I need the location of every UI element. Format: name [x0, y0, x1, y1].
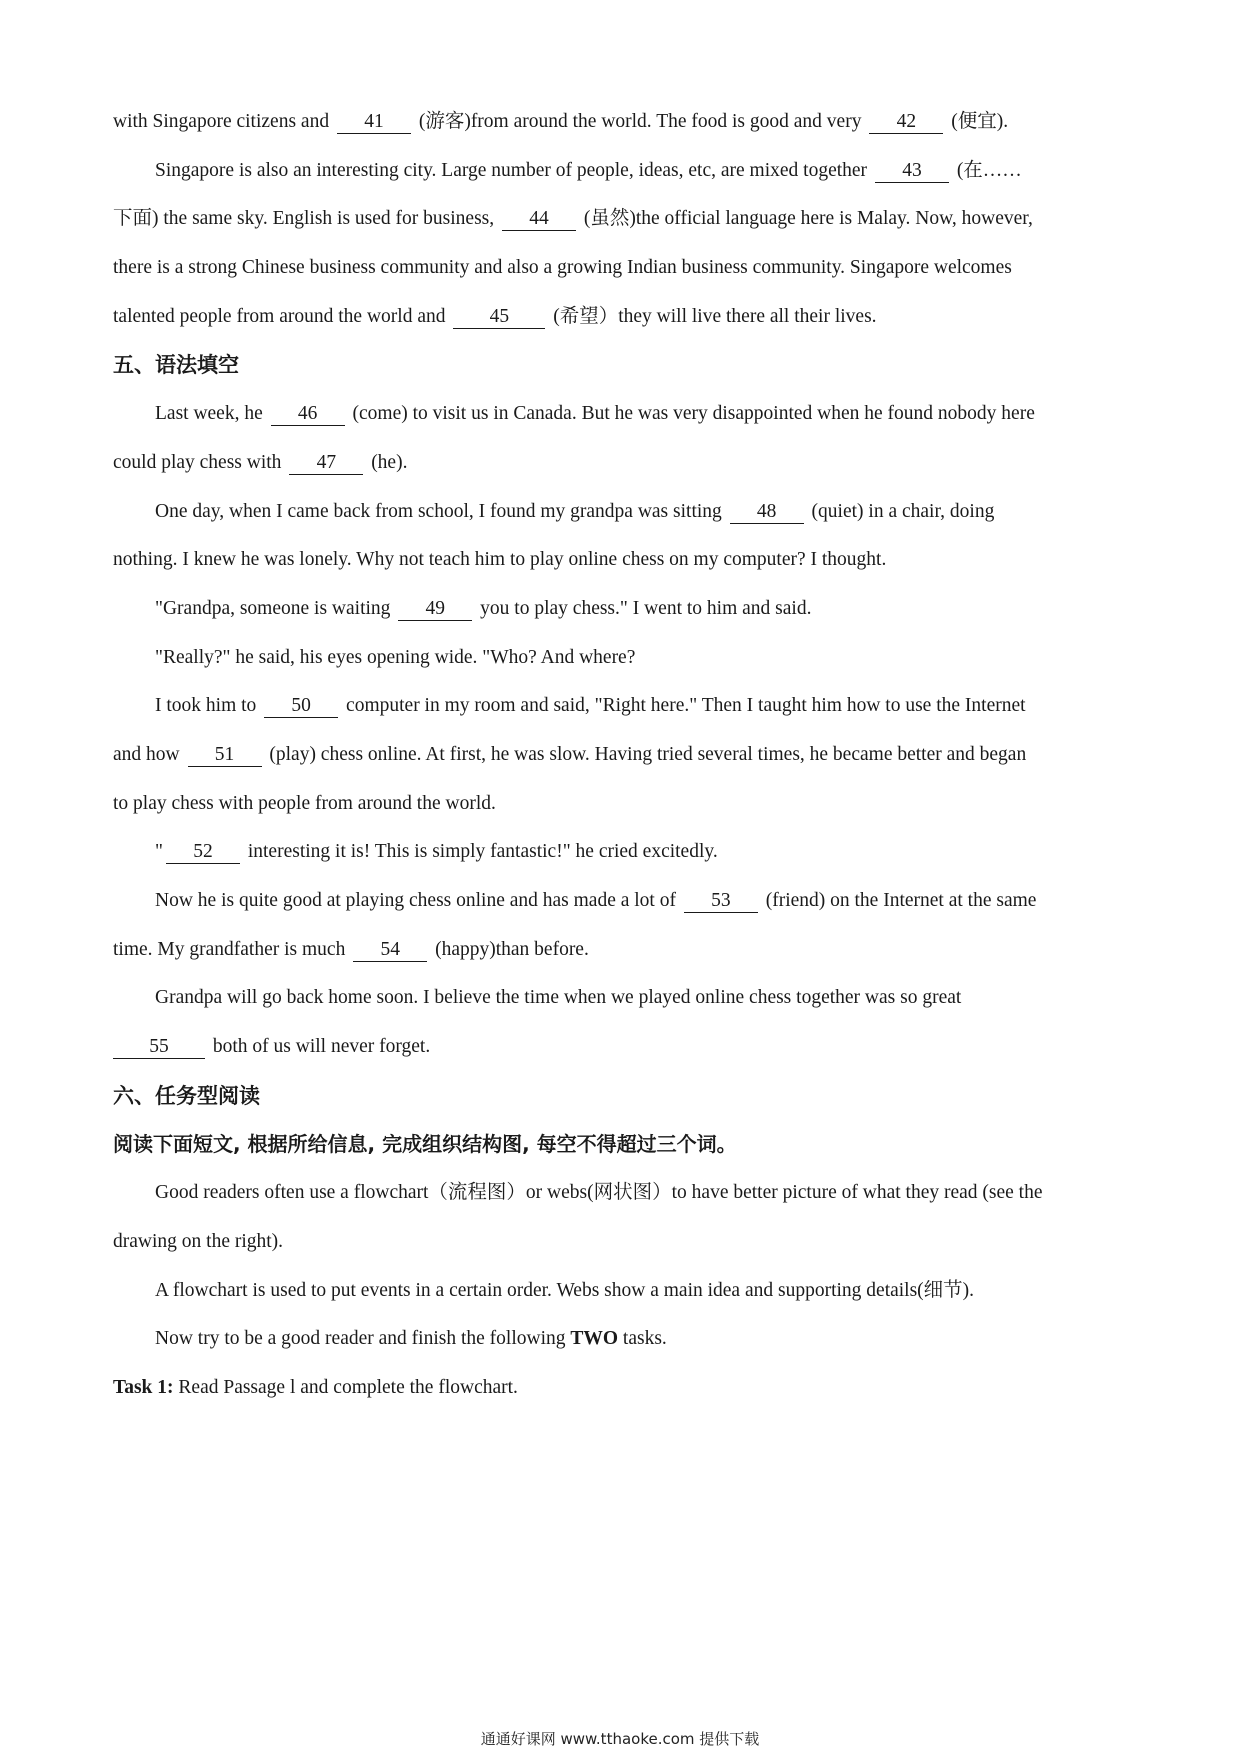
blank-43[interactable]: 43: [875, 160, 949, 183]
emphasis-two: TWO: [570, 1328, 619, 1350]
text: you to play chess." I went to him and said.: [480, 597, 812, 619]
text-line: Good readers often use a flowchart（流程图）or webs(网状图）to have better picture of what they read (see the: [155, 1182, 1043, 1204]
text: Singapore is also an interesting city. Large number of people, ideas, etc, are mixed together: [155, 159, 868, 181]
text: Now try to be a good reader and finish the following: [155, 1328, 566, 1350]
blank-52[interactable]: 52: [166, 841, 240, 864]
text: 下面) the same sky. English is used for business,: [113, 208, 495, 230]
blank-46[interactable]: 46: [271, 403, 345, 426]
text-line: [113, 439, 1128, 488]
text: interesting it is! This is simply fantastic!" he cried excitedly.: [247, 841, 718, 863]
text: both of us will never forget.: [212, 1036, 431, 1058]
text-line: [113, 195, 1128, 244]
task-1-label: Task 1:: [113, 1376, 174, 1398]
blank-44[interactable]: 44: [502, 208, 576, 231]
text-line: [113, 926, 1128, 975]
text-line: there is a strong Chinese business community and also a growing Indian business community. Singapore welcomes: [113, 257, 1012, 279]
text-line: [113, 147, 1128, 196]
text-line: [113, 390, 1128, 439]
text-line: [113, 98, 1128, 147]
text-line: nothing. I knew he was lonely. Why not teach him to play online chess on my computer? I thought.: [113, 549, 887, 571]
document-body: [113, 98, 1128, 1413]
text-line: [113, 293, 1128, 342]
blank-49[interactable]: 49: [398, 598, 472, 621]
text: I took him to: [155, 695, 257, 717]
text: could play chess with: [113, 451, 282, 473]
task-instruction: 阅读下面短文, 根据所给信息, 完成组织结构图, 每空不得超过三个词。: [113, 1132, 737, 1157]
text-line: A flowchart is used to put events in a certain order. Webs show a main idea and supporting details(细节).: [155, 1279, 975, 1301]
text-line: [113, 585, 1128, 634]
text: (quiet) in a chair, doing: [811, 500, 995, 522]
text-line: [113, 682, 1128, 731]
text: (he).: [371, 451, 408, 473]
text: and how: [113, 743, 180, 765]
text: "Grandpa, someone is waiting: [155, 597, 391, 619]
section-heading-task-reading: 六、任务型阅读: [113, 1083, 260, 1108]
text-line: [113, 828, 1128, 877]
blank-50[interactable]: 50: [264, 695, 338, 718]
blank-45[interactable]: 45: [453, 306, 545, 329]
text: One day, when I came back from school, I found my grandpa was sitting: [155, 500, 722, 522]
text-line: Grandpa will go back home soon. I believe the time when we played online chess together was so great: [155, 987, 962, 1009]
text-line: [113, 877, 1128, 926]
text: (便宜).: [951, 111, 1009, 132]
text: talented people from around the world and: [113, 305, 446, 327]
text: (friend) on the Internet at the same: [765, 890, 1037, 911]
blank-47[interactable]: 47: [289, 452, 363, 475]
text: time. My grandfather is much: [113, 938, 346, 960]
text: (play) chess online. At first, he was slow. Having tried several times, he became better and began: [269, 743, 1027, 765]
blank-54[interactable]: 54: [353, 939, 427, 962]
blank-53[interactable]: 53: [684, 890, 758, 913]
text: tasks.: [622, 1328, 667, 1350]
blank-48[interactable]: 48: [730, 501, 804, 524]
text-line: to play chess with people from around the world.: [113, 792, 496, 814]
text: ": [155, 841, 163, 863]
text: (在……: [956, 159, 1022, 181]
text-line: [113, 731, 1128, 780]
page-footer: 通通好课网 www.tthaoke.com 提供下载: [480, 1730, 760, 1748]
blank-42[interactable]: 42: [869, 111, 943, 134]
task-1-line: [113, 1364, 1128, 1413]
text-line: drawing on the right).: [113, 1230, 284, 1252]
text-line: "Really?" he said, his eyes opening wide. "Who? And where?: [155, 646, 636, 668]
text: Last week, he: [155, 403, 263, 425]
blank-51[interactable]: 51: [188, 744, 262, 767]
text: (happy)than before.: [435, 938, 589, 960]
text: Now he is quite good at playing chess online and has made a lot of: [155, 890, 676, 911]
text-line: [113, 1023, 1128, 1072]
text: (游客)from around the world. The food is good and very: [418, 111, 862, 132]
text: computer in my room and said, "Right here." Then I taught him how to use the Internet: [346, 695, 1026, 717]
text: (come) to visit us in Canada. But he was very disappointed when he found nobody here: [352, 403, 1035, 425]
task-1-text: Read Passage l and complete the flowchart.: [178, 1376, 518, 1398]
text: (虽然)the official language here is Malay. Now, however,: [583, 208, 1033, 230]
text: (希望）they will live there all their lives.: [553, 305, 877, 327]
blank-55[interactable]: 55: [113, 1036, 205, 1059]
text-line: [113, 1315, 1128, 1364]
section-heading-grammar: 五、语法填空: [113, 353, 239, 378]
blank-41[interactable]: 41: [337, 111, 411, 134]
text: with Singapore citizens and: [113, 111, 330, 132]
text-line: [113, 488, 1128, 537]
